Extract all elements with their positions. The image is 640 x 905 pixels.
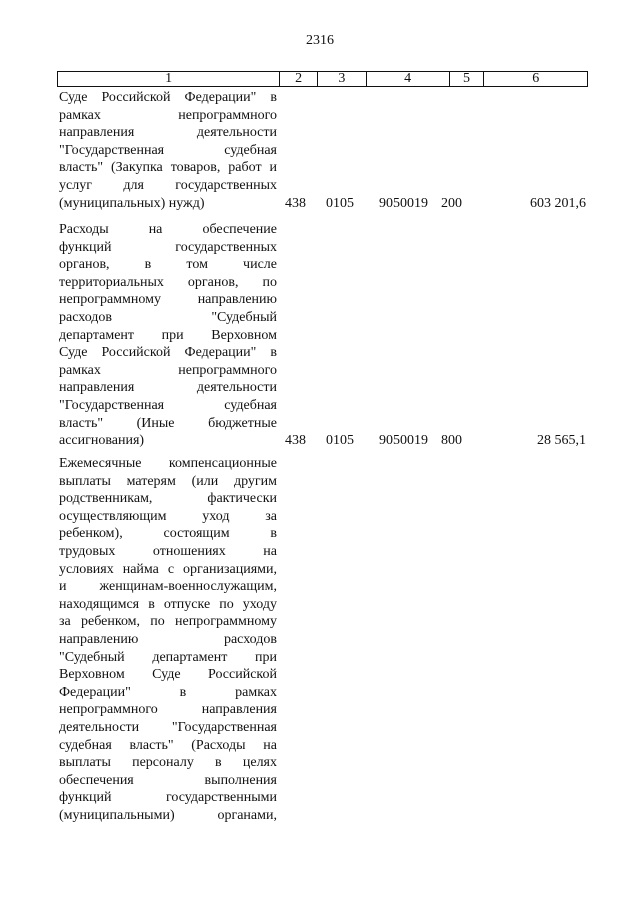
description-line: расходов "Судебный (59, 309, 277, 325)
target-article-code: 9050019 (379, 196, 428, 211)
column-header-6: 6 (532, 71, 540, 86)
expense-type-code: 200 (441, 196, 462, 211)
amount-value: 28 565,1 (537, 433, 586, 448)
row-description (59, 221, 277, 450)
description-line: направления деятельности (59, 125, 277, 141)
description-line: органов, в том числе (59, 257, 277, 273)
description-line: рамках непрограммного (59, 362, 277, 378)
description-line: Расходы на обеспечение (59, 222, 277, 237)
description-line: направлению расходов (59, 631, 277, 647)
description-line: территориальных органов, по (59, 274, 277, 290)
row-description (59, 89, 277, 212)
description-line: трудовых отношениях на (59, 543, 277, 559)
description-line: деятельности "Государственная (59, 719, 277, 735)
description-line: Федерации" в рамках (59, 684, 277, 700)
description-line: выплаты матерям (или другим (59, 473, 277, 489)
description-line: "Судебный департамент при (59, 649, 277, 665)
description-line: (муниципальных) нужд) (59, 195, 205, 211)
description-line: рамках непрограммного (59, 107, 277, 123)
admin-code: 438 (285, 196, 306, 211)
description-line: ребенком), состоящим в (59, 526, 277, 542)
description-line: власть" (Закупка товаров, работ и (59, 160, 277, 176)
description-line: обеспечения выполнения (59, 772, 277, 788)
description-line: находящимся в отпуске по уходу (59, 596, 277, 612)
description-line: Суде Российской Федерации" в (59, 345, 277, 361)
description-line: "Государственная судебная (59, 142, 277, 158)
description-line: (муниципальными) органами, (59, 807, 277, 823)
column-header-5: 5 (450, 72, 485, 86)
description-line: осуществляющим уход за (59, 508, 277, 524)
description-line: направления деятельности (59, 380, 277, 396)
amount-value: 603 201,6 (530, 196, 586, 211)
description-line: Суде Российской Федерации" в (59, 90, 277, 105)
admin-code: 438 (285, 433, 306, 448)
description-line: функций государственных (59, 239, 277, 255)
description-line: функций государственными (59, 790, 277, 806)
row-description (59, 455, 277, 824)
description-line: родственникам, фактически (59, 491, 277, 507)
column-header-1: 1 (58, 72, 280, 86)
description-line: Ежемесячные компенсационные (59, 456, 277, 471)
expense-type-code: 800 (441, 433, 462, 448)
description-line: непрограммного направления (59, 702, 277, 718)
description-line: Верховном Суде Российской (59, 667, 277, 683)
section-code: 0105 (326, 433, 354, 448)
description-line: услуг для государственных (59, 177, 277, 193)
description-line: и женщинам-военнослужащим, (59, 579, 277, 595)
section-code: 0105 (326, 196, 354, 211)
description-line: непрограммному направлению (59, 292, 277, 308)
table-header-row (57, 71, 588, 87)
column-header-2: 2 (280, 72, 318, 86)
target-article-code: 9050019 (379, 433, 428, 448)
description-line: департамент при Верховном (59, 327, 277, 343)
description-line: условиях найма с организациями, (59, 561, 277, 577)
description-line: за ребенком, по непрограммному (59, 614, 277, 630)
description-line: "Государственная судебная (59, 397, 277, 413)
description-line: выплаты персоналу в целях (59, 755, 277, 771)
description-line: власть" (Иные бюджетные (59, 415, 277, 431)
column-header-3: 3 (318, 72, 367, 86)
page-number: 2316 (306, 33, 334, 48)
column-header-4: 4 (367, 72, 450, 86)
description-line: ассигнования) (59, 433, 145, 449)
description-line: судебная власть" (Расходы на (59, 737, 277, 753)
